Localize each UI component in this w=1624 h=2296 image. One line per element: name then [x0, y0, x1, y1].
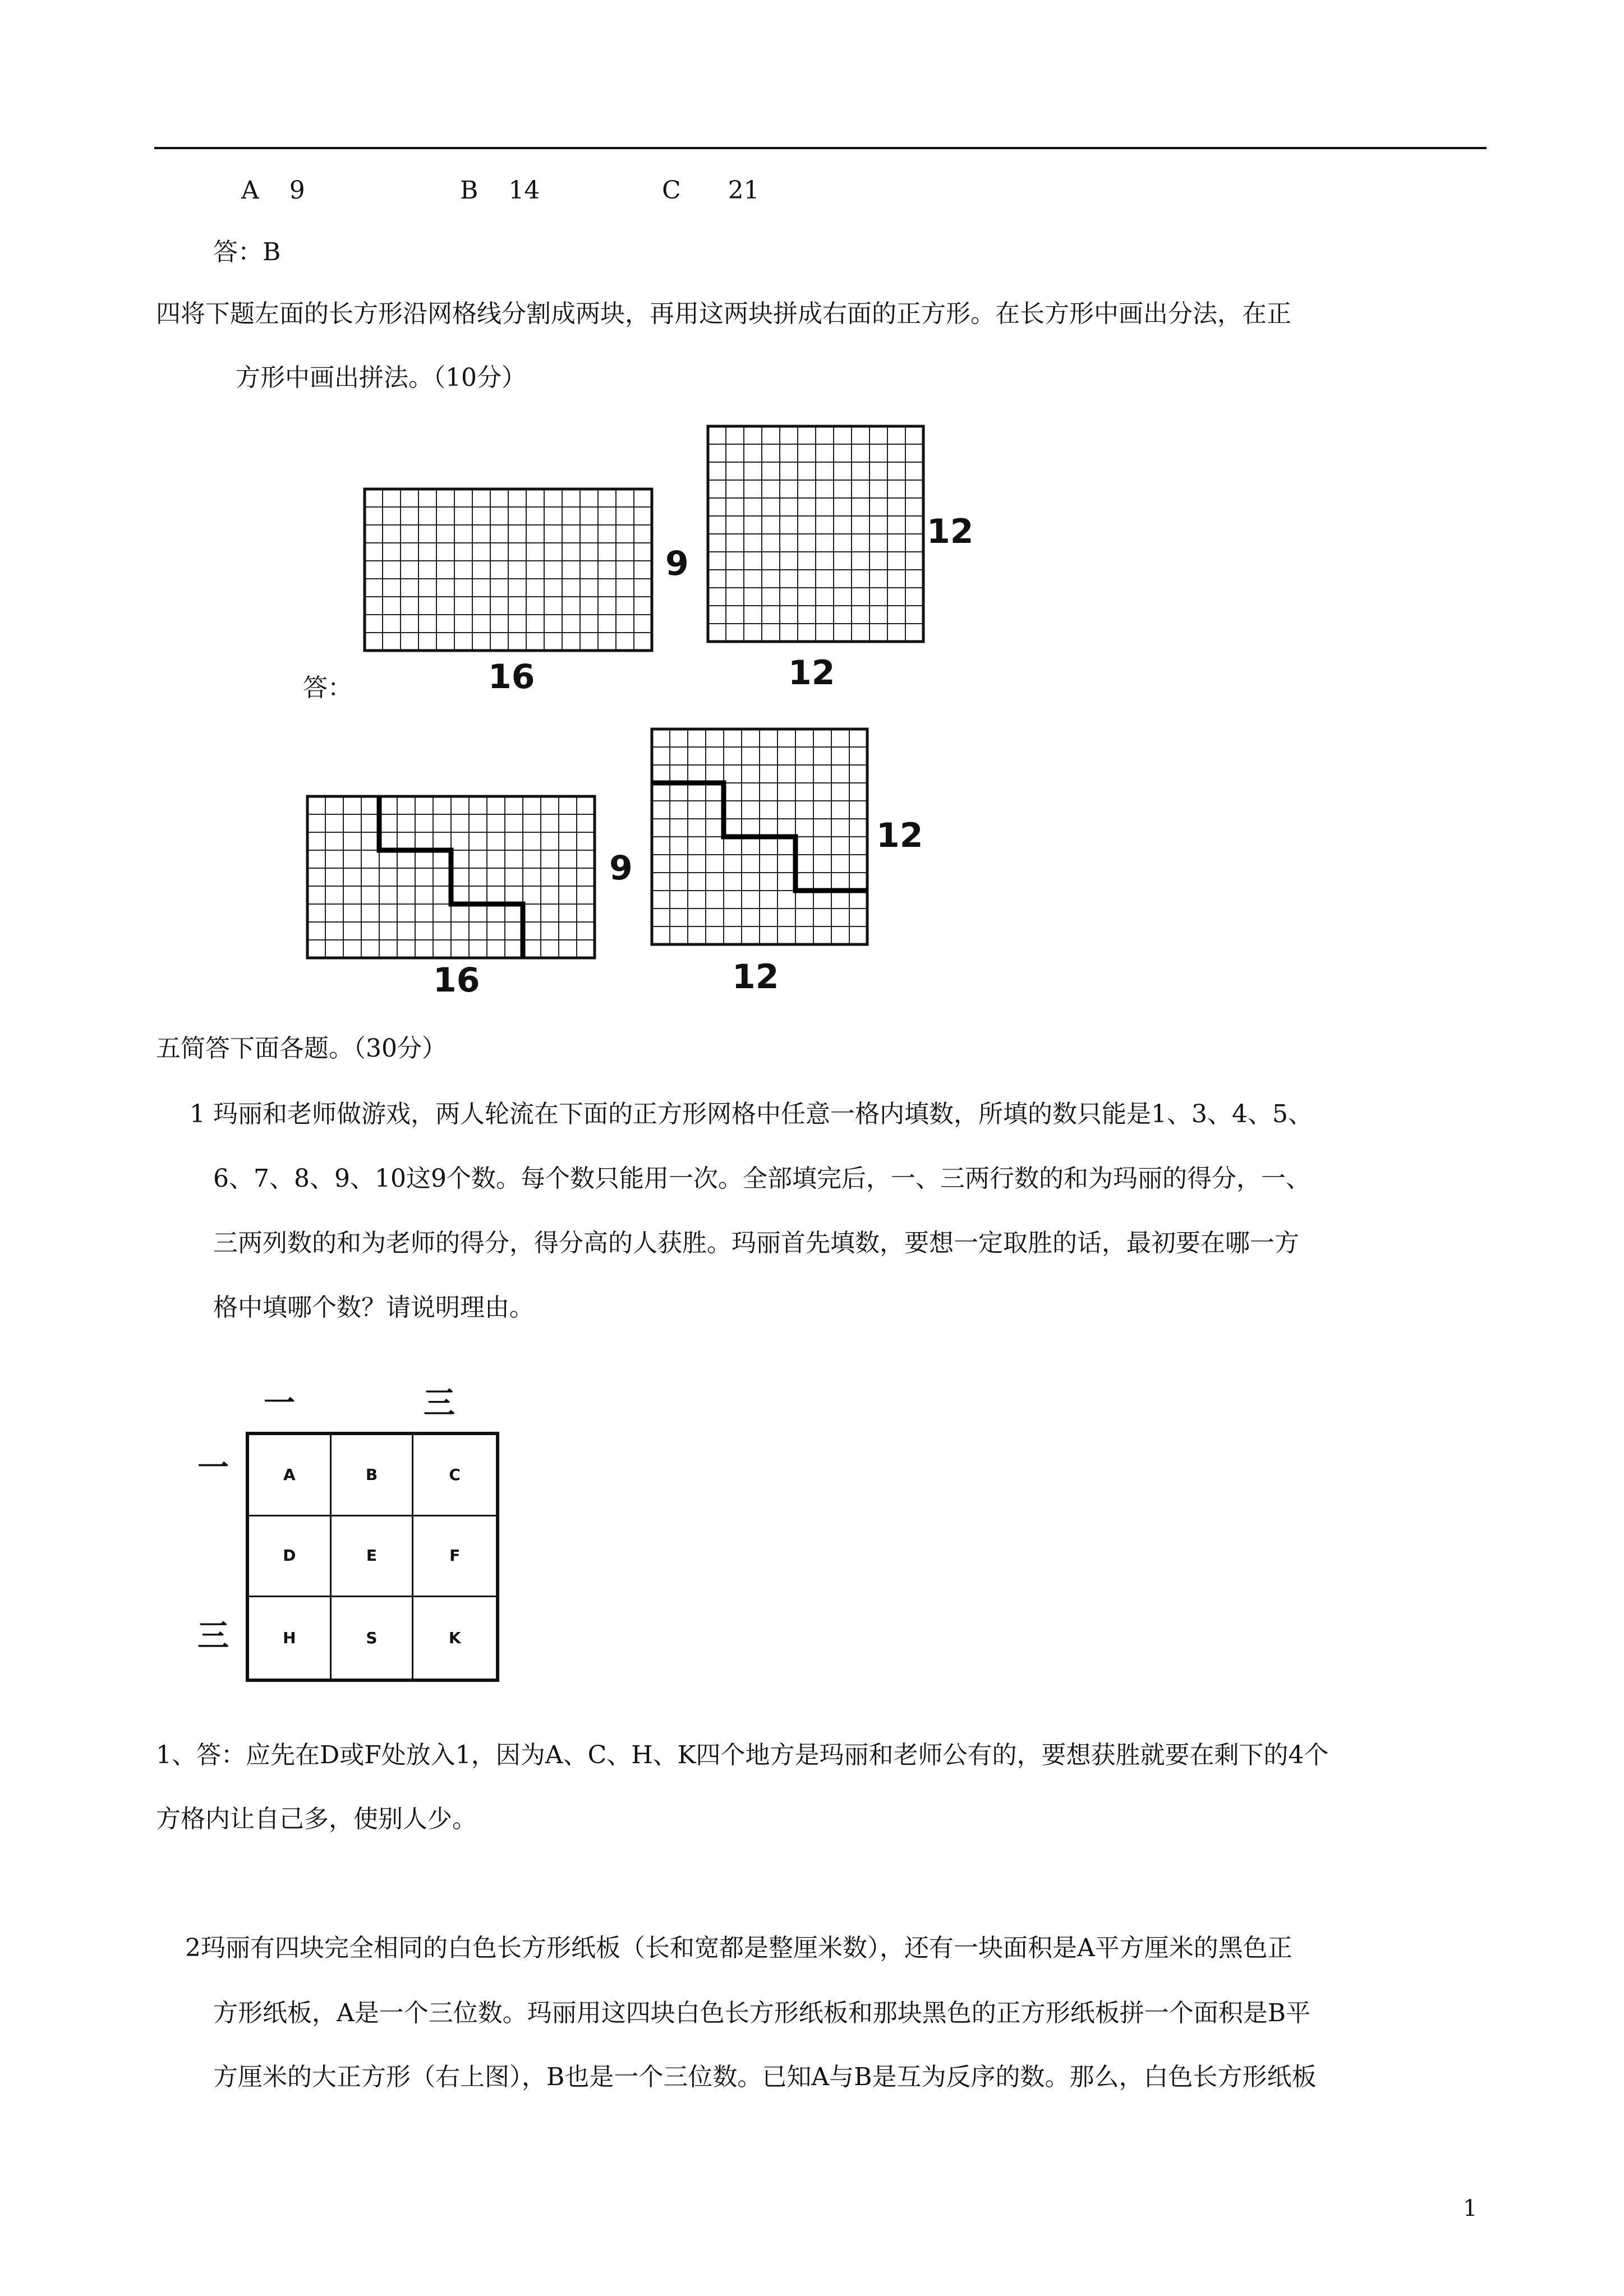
answer-text: 答：B [213, 238, 281, 266]
option-c-letter: C [662, 176, 681, 205]
q5-p1-line2: 6、7、8、9、10这9个数。每个数只能用一次。全部填完后，一、三两行数的和为玛丽的得分，一、 [213, 1164, 1310, 1193]
q5-a1-line2: 方格内让自己多，使别人少。 [156, 1805, 477, 1833]
game-grid [246, 1432, 499, 1682]
q5-p1-line4: 格中填哪个数？请说明理由。 [213, 1293, 534, 1322]
grid-cell [413, 1516, 496, 1598]
cell-label: A [283, 1465, 296, 1484]
col-label-3: 三 [424, 1385, 455, 1422]
page-number: 1 [1463, 2196, 1478, 2221]
square-answer-width-label: 12 [732, 957, 779, 997]
q4-text-line1: 四将下题左面的长方形沿网格线分割成两块，再用这两块拼成右面的正方形。在长方形中画出分法，在正 [156, 299, 1291, 328]
grid-cell [249, 1597, 332, 1679]
q5-p1-line3: 三两列数的和为老师的得分，得分高的人获胜。玛丽首先填数，要想一定取胜的话，最初要在哪一方 [213, 1229, 1299, 1257]
grid-cell [332, 1597, 414, 1679]
col-label-1: 一 [264, 1385, 295, 1422]
rectangle-grid-cut-answer [307, 796, 599, 959]
rect-answer-width-label: 16 [433, 961, 480, 1000]
option-b [460, 178, 540, 203]
square-height-label: 12 [927, 512, 974, 551]
q5-p2-line2: 方形纸板，A是一个三位数。玛丽用这四块白色长方形纸板和那块黑色的正方形纸板拼一个面积是B平 [213, 1999, 1311, 2027]
cell-label: C [449, 1465, 461, 1484]
grid-cell [332, 1435, 414, 1516]
q5-a1-line1: 1、答：应先在D或F处放入1，因为A、C、H、K四个地方是玛丽和老师公有的，要想获胜就要在剩下的4个 [156, 1741, 1329, 1769]
grid-cell [413, 1435, 496, 1516]
option-a [241, 178, 305, 203]
cell-label: F [449, 1546, 461, 1565]
cell-label: D [283, 1546, 296, 1565]
square-grid-assembly-answer [652, 729, 868, 945]
row-label-1: 一 [197, 1450, 229, 1486]
q4-text-line2: 方形中画出拼法。（10分） [236, 363, 526, 392]
option-b-value: 14 [508, 176, 540, 205]
option-b-letter: B [460, 176, 479, 205]
option-c [662, 178, 760, 203]
cell-label: H [283, 1628, 296, 1647]
header-rule [154, 147, 1487, 149]
rect-height-label: 9 [665, 544, 689, 583]
q5-p2-line3: 方厘米的大正方形（右上图），B也是一个三位数。已知A与B是互为反序的数。那么，白色长方形纸板 [213, 2063, 1317, 2091]
option-a-letter: A [241, 176, 259, 205]
cell-label: K [448, 1628, 461, 1647]
grid-cell [413, 1597, 496, 1679]
q5-p1-line1: 1 玛丽和老师做游戏，两人轮流在下面的正方形网格中任意一格内填数，所填的数只能是1、3、4、5、 [190, 1100, 1313, 1128]
option-c-value: 21 [728, 176, 760, 205]
rect-width-label: 16 [488, 657, 535, 697]
cell-label: E [366, 1546, 378, 1565]
rect-answer-height-label: 9 [609, 849, 633, 888]
grid-cell [332, 1516, 414, 1598]
answer-label: 答： [303, 674, 352, 702]
square-width-label: 12 [788, 653, 835, 693]
grid-cell [249, 1516, 332, 1598]
square-answer-height-label: 12 [876, 816, 923, 855]
q5-p2-line1: 2玛丽有四块完全相同的白色长方形纸板（长和宽都是整厘米数），还有一块面积是A平方厘米的黑色正 [185, 1934, 1292, 1962]
q5-title: 五简答下面各题。（30分） [156, 1034, 447, 1063]
cell-label: S [366, 1628, 378, 1647]
option-a-value: 9 [289, 176, 305, 205]
rectangle-grid-16x9 [365, 489, 656, 652]
grid-cell [249, 1435, 332, 1516]
cell-label: B [365, 1465, 378, 1484]
square-grid-12x12 [708, 426, 924, 642]
row-label-3: 三 [197, 1618, 229, 1654]
